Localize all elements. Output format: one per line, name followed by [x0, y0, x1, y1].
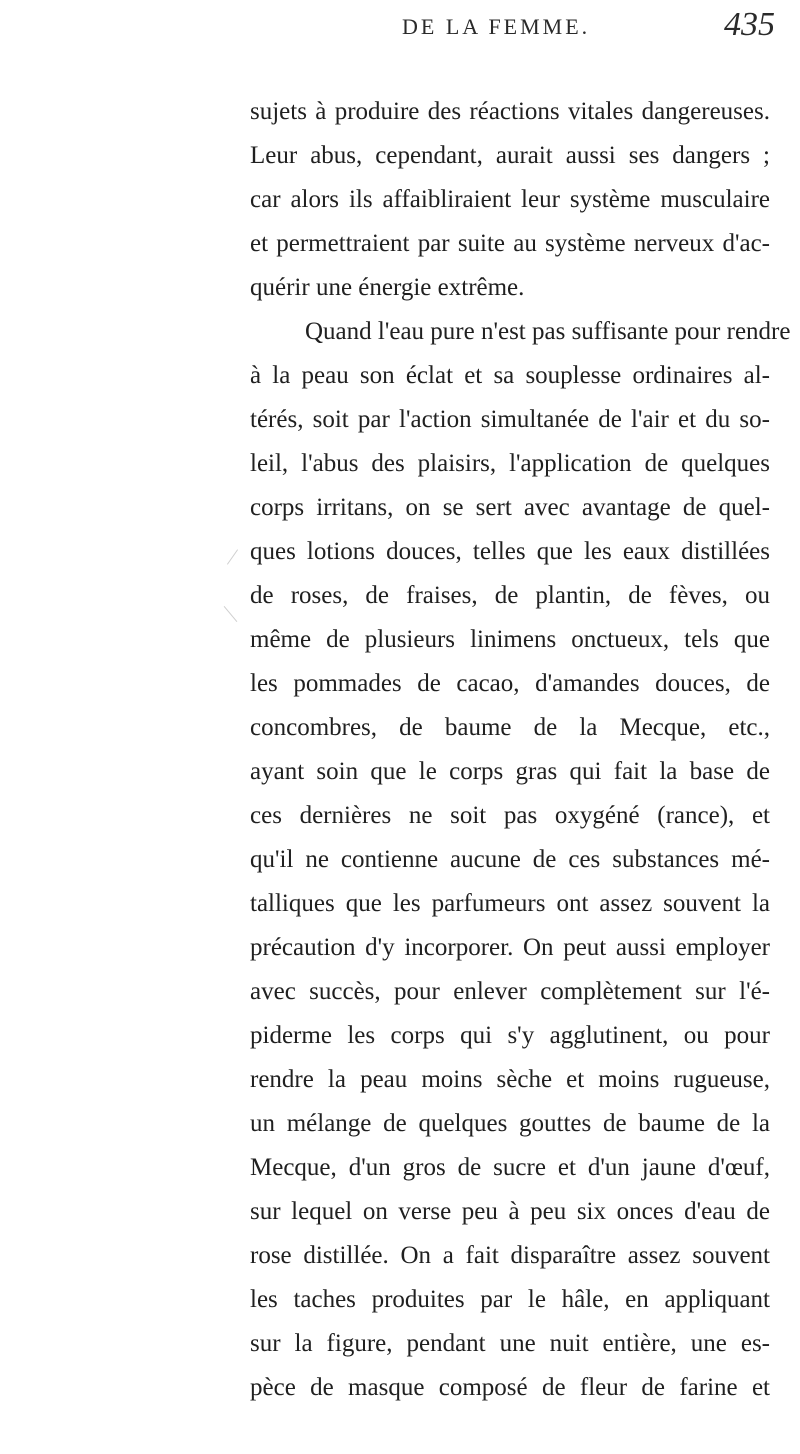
text-line: les taches produites par le hâle, en appliquant	[250, 1286, 770, 1313]
text-line: de roses, de fraises, de plantin, de fèves, ou	[250, 582, 770, 609]
running-header	[0, 6, 800, 66]
text-line: ayant soin que le corps gras qui fait la base de	[250, 758, 770, 785]
text-line: sur la figure, pendant une nuit entière, une es-	[250, 1330, 770, 1357]
text-line: qu'il ne contienne aucune de ces substances mé-	[250, 846, 770, 873]
text-line: quérir une énergie extrême.	[250, 274, 525, 301]
margin-speck	[224, 606, 238, 622]
text-line: corps irritans, on se sert avec avantage de quel-	[250, 494, 770, 521]
text-line: avec succès, pour enlever complètement sur l'é-	[250, 978, 770, 1005]
text-line: et permettraient par suite au système nerveux d'ac-	[250, 230, 770, 257]
text-line: sur lequel on verse peu à peu six onces d'eau de	[250, 1198, 770, 1225]
text-line: térés, soit par l'action simultanée de l'air et du so-	[250, 406, 770, 433]
text-line: précaution d'y incorporer. On peut aussi employer	[250, 934, 770, 961]
text-line: ces dernières ne soit pas oxygéné (rance), et	[250, 802, 770, 829]
text-line: Quand l'eau pure n'est pas suffisante pour rendre	[305, 318, 791, 345]
text-line: pèce de masque composé de fleur de farine et	[250, 1374, 770, 1401]
text-line: car alors ils affaibliraient leur système musculaire	[250, 186, 770, 213]
page-number: 435	[724, 6, 775, 43]
text-line: talliques que les parfumeurs ont assez souvent la	[250, 890, 770, 917]
text-line: concombres, de baume de la Mecque, etc.,	[250, 714, 770, 741]
text-line: Leur abus, cependant, aurait aussi ses dangers ;	[250, 142, 770, 169]
text-line: rose distillée. On a fait disparaître assez souvent	[250, 1242, 770, 1269]
text-line: un mélange de quelques gouttes de baume de la	[250, 1110, 770, 1137]
text-line: rendre la peau moins sèche et moins rugueuse,	[250, 1066, 770, 1093]
text-line: les pommades de cacao, d'amandes douces, de	[250, 670, 770, 697]
text-line: même de plusieurs linimens onctueux, tels que	[250, 626, 770, 653]
text-line: ques lotions douces, telles que les eaux distillées	[250, 538, 770, 565]
text-line: sujets à produire des réactions vitales dangereuses.	[250, 98, 770, 125]
margin-speck	[227, 549, 238, 564]
running-title: DE LA FEMME.	[402, 14, 591, 39]
text-line: Mecque, d'un gros de sucre et d'un jaune d'œuf,	[250, 1154, 770, 1181]
text-line: leil, l'abus des plaisirs, l'application de quelques	[250, 450, 770, 477]
text-line: à la peau son éclat et sa souplesse ordinaires al-	[250, 362, 770, 389]
text-line: piderme les corps qui s'y agglutinent, ou pour	[250, 1022, 770, 1049]
